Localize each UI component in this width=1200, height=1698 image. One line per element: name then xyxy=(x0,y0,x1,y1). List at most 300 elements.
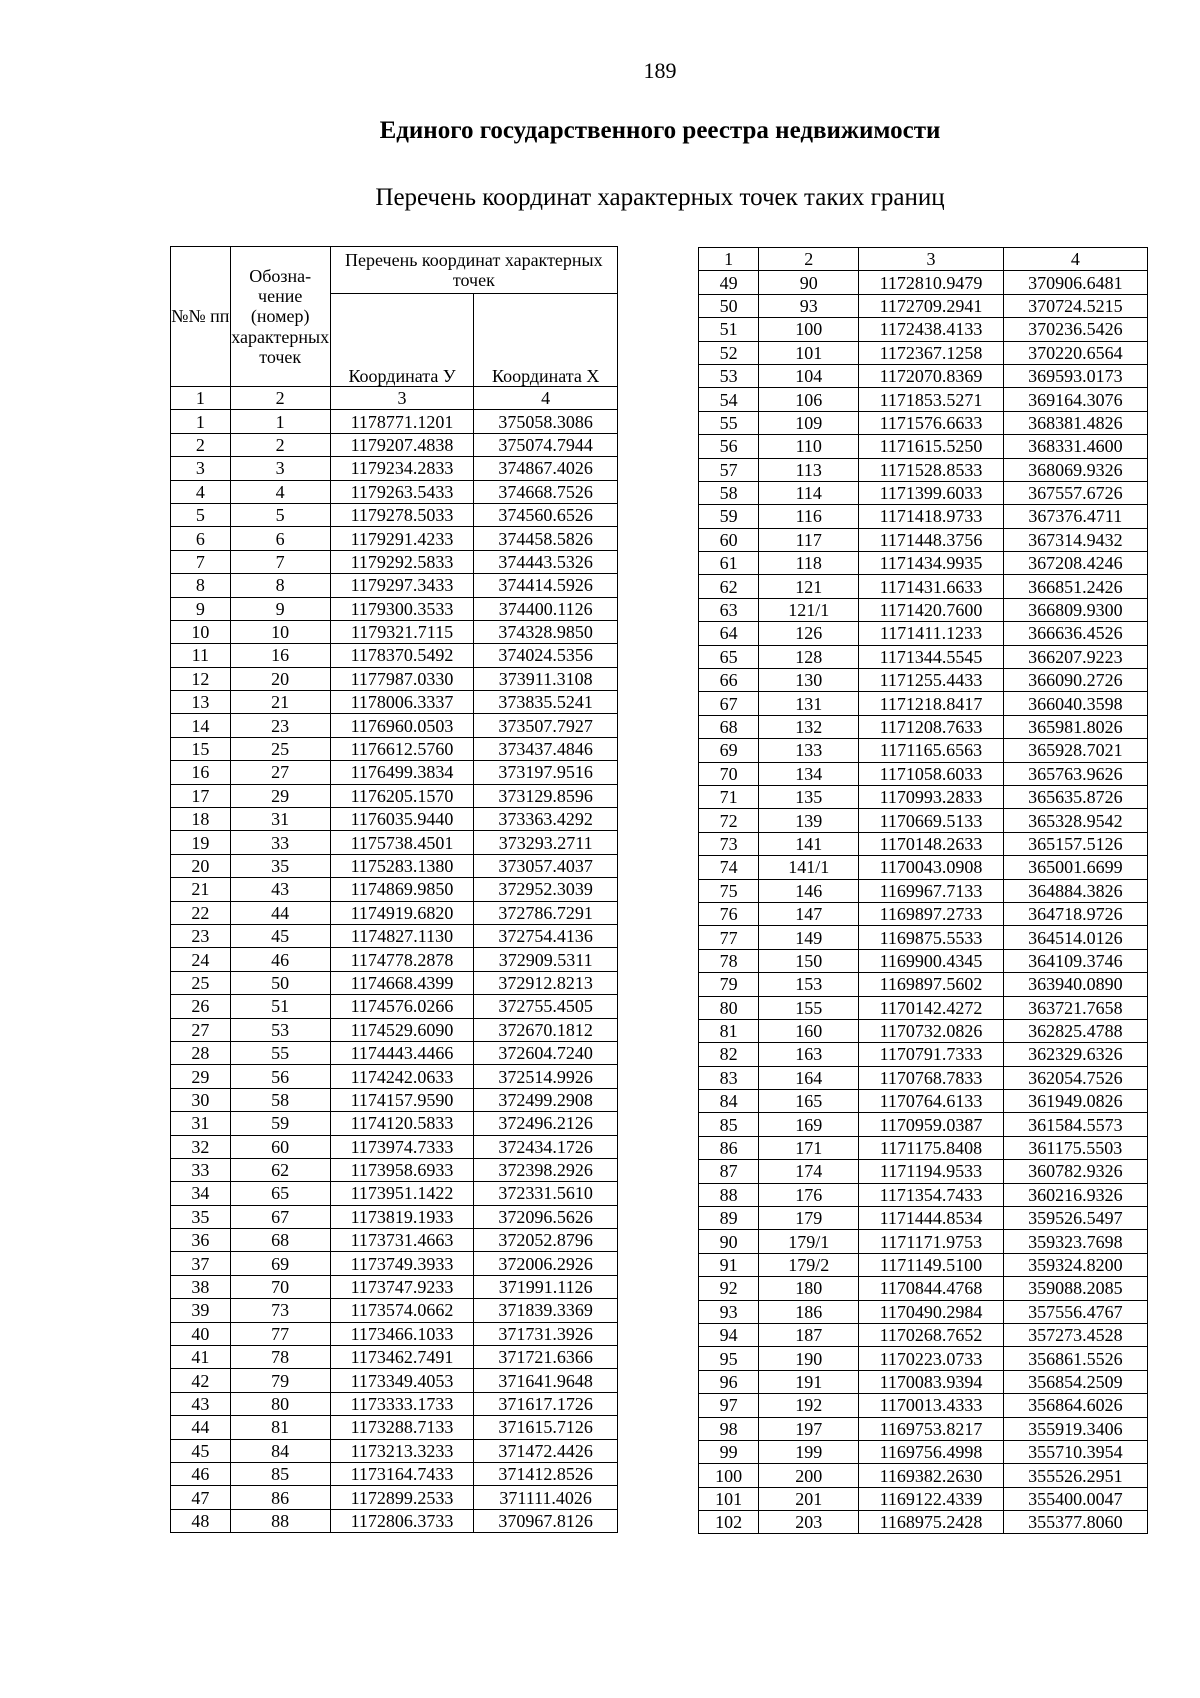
point-designation: 104 xyxy=(759,364,859,387)
table-row xyxy=(171,1486,618,1509)
point-designation: 85 xyxy=(230,1462,330,1485)
coordinate-y: 1171255.4433 xyxy=(859,669,1003,692)
point-designation: 147 xyxy=(759,902,859,925)
coordinate-y: 1171448.3756 xyxy=(859,528,1003,551)
row-number: 12 xyxy=(171,667,231,690)
row-number: 36 xyxy=(171,1229,231,1252)
table-row xyxy=(171,597,618,620)
table-row xyxy=(699,1113,1148,1136)
column-number: 3 xyxy=(859,248,1003,271)
table-row xyxy=(699,856,1148,879)
table-row xyxy=(699,341,1148,364)
coordinate-y: 1174242.0633 xyxy=(330,1065,474,1088)
coordinate-y: 1171208.7633 xyxy=(859,715,1003,738)
coordinate-x: 372952.3039 xyxy=(474,878,618,901)
coordinate-x: 374024.5356 xyxy=(474,644,618,667)
coordinate-y: 1170764.6133 xyxy=(859,1090,1003,1113)
point-designation: 80 xyxy=(230,1392,330,1415)
coordinate-y: 1173747.9233 xyxy=(330,1275,474,1298)
point-designation: 109 xyxy=(759,411,859,434)
table-row xyxy=(171,667,618,690)
coordinate-x: 372670.1812 xyxy=(474,1018,618,1041)
table-row xyxy=(171,1018,618,1041)
point-designation: 176 xyxy=(759,1183,859,1206)
table-row xyxy=(171,784,618,807)
table-row xyxy=(171,924,618,947)
table-row xyxy=(171,1088,618,1111)
point-designation: 163 xyxy=(759,1043,859,1066)
point-designation: 56 xyxy=(230,1065,330,1088)
point-designation: 118 xyxy=(759,552,859,575)
coordinate-y: 1173466.1033 xyxy=(330,1322,474,1345)
point-designation: 200 xyxy=(759,1464,859,1487)
right-table-body xyxy=(699,271,1148,1534)
coordinate-y: 1171528.8533 xyxy=(859,458,1003,481)
coordinate-x: 365635.8726 xyxy=(1003,785,1147,808)
row-number: 42 xyxy=(171,1369,231,1392)
table-row xyxy=(171,1439,618,1462)
table-row xyxy=(699,1440,1148,1463)
coordinate-y: 1169875.5533 xyxy=(859,926,1003,949)
coordinate-x: 374414.5926 xyxy=(474,574,618,597)
coordinate-x: 370236.5426 xyxy=(1003,318,1147,341)
coordinate-x: 357556.4767 xyxy=(1003,1300,1147,1323)
coordinate-x: 365981.8026 xyxy=(1003,715,1147,738)
row-number: 99 xyxy=(699,1440,759,1463)
table-row xyxy=(171,995,618,1018)
point-designation: 139 xyxy=(759,809,859,832)
row-number: 66 xyxy=(699,669,759,692)
coordinate-x: 367376.4711 xyxy=(1003,505,1147,528)
coordinate-x: 371412.8526 xyxy=(474,1462,618,1485)
coordinate-x: 370724.5215 xyxy=(1003,294,1147,317)
coordinate-x: 372604.7240 xyxy=(474,1041,618,1064)
coordinate-y: 1174778.2878 xyxy=(330,948,474,971)
point-designation: 106 xyxy=(759,388,859,411)
point-designation: 131 xyxy=(759,692,859,715)
coordinate-y: 1172709.2941 xyxy=(859,294,1003,317)
coordinate-y: 1169122.4339 xyxy=(859,1487,1003,1510)
table-row xyxy=(699,785,1148,808)
point-designation: 2 xyxy=(230,433,330,456)
coordinate-x: 363721.7658 xyxy=(1003,996,1147,1019)
column-number: 4 xyxy=(1003,248,1147,271)
table-row xyxy=(699,1207,1148,1230)
table-row xyxy=(171,901,618,924)
coordinate-x: 363940.0890 xyxy=(1003,973,1147,996)
table-row xyxy=(699,1323,1148,1346)
coordinate-x: 375058.3086 xyxy=(474,410,618,433)
coordinate-x: 372496.2126 xyxy=(474,1112,618,1135)
column-number: 2 xyxy=(230,387,330,410)
point-designation: 165 xyxy=(759,1090,859,1113)
coordinate-x: 366207.9223 xyxy=(1003,645,1147,668)
row-number: 21 xyxy=(171,878,231,901)
coordinate-y: 1174827.1130 xyxy=(330,924,474,947)
coordinate-x: 372096.5626 xyxy=(474,1205,618,1228)
coordinate-x: 371615.7126 xyxy=(474,1416,618,1439)
table-row xyxy=(171,1509,618,1532)
point-designation: 155 xyxy=(759,996,859,1019)
row-number: 93 xyxy=(699,1300,759,1323)
coordinate-x: 373129.8596 xyxy=(474,784,618,807)
coordinate-y: 1172438.4133 xyxy=(859,318,1003,341)
coordinate-y: 1174668.4399 xyxy=(330,971,474,994)
row-number: 90 xyxy=(699,1230,759,1253)
coordinate-y: 1173164.7433 xyxy=(330,1462,474,1485)
coordinate-x: 372052.8796 xyxy=(474,1229,618,1252)
row-number: 2 xyxy=(171,433,231,456)
coordinate-y: 1170959.0387 xyxy=(859,1113,1003,1136)
coordinate-y: 1171354.7433 xyxy=(859,1183,1003,1206)
table-row xyxy=(171,691,618,714)
point-designation: 84 xyxy=(230,1439,330,1462)
row-number: 72 xyxy=(699,809,759,832)
row-number: 87 xyxy=(699,1160,759,1183)
table-row xyxy=(699,1019,1148,1042)
coordinate-x: 373507.7927 xyxy=(474,714,618,737)
point-designation: 23 xyxy=(230,714,330,737)
row-number: 11 xyxy=(171,644,231,667)
coordinate-y: 1170142.4272 xyxy=(859,996,1003,1019)
table-row xyxy=(171,1369,618,1392)
point-designation: 43 xyxy=(230,878,330,901)
coordinate-x: 373437.4846 xyxy=(474,737,618,760)
coordinate-y: 1170791.7333 xyxy=(859,1043,1003,1066)
coordinate-y: 1171218.8417 xyxy=(859,692,1003,715)
point-designation: 31 xyxy=(230,808,330,831)
coordinate-y: 1175738.4501 xyxy=(330,831,474,854)
coordinate-y: 1178006.3337 xyxy=(330,691,474,714)
coordinate-x: 366636.4526 xyxy=(1003,622,1147,645)
table-row xyxy=(699,1183,1148,1206)
point-designation: 126 xyxy=(759,622,859,645)
row-number: 41 xyxy=(171,1346,231,1369)
coordinate-x: 362825.4788 xyxy=(1003,1019,1147,1042)
table-row xyxy=(699,669,1148,692)
row-number: 95 xyxy=(699,1347,759,1370)
coordinate-y: 1170732.0826 xyxy=(859,1019,1003,1042)
point-designation: 21 xyxy=(230,691,330,714)
table-row xyxy=(171,1065,618,1088)
point-designation: 174 xyxy=(759,1160,859,1183)
table-row xyxy=(171,1462,618,1485)
row-number: 49 xyxy=(699,271,759,294)
table-row xyxy=(171,831,618,854)
row-number: 1 xyxy=(171,410,231,433)
table-row xyxy=(699,1230,1148,1253)
row-number: 56 xyxy=(699,435,759,458)
coordinate-y: 1174869.9850 xyxy=(330,878,474,901)
row-number: 68 xyxy=(699,715,759,738)
column-number: 1 xyxy=(699,248,759,271)
row-number: 58 xyxy=(699,481,759,504)
coordinate-x: 369164.3076 xyxy=(1003,388,1147,411)
coordinate-x: 371617.1726 xyxy=(474,1392,618,1415)
coordinate-y: 1172899.2533 xyxy=(330,1486,474,1509)
point-designation: 201 xyxy=(759,1487,859,1510)
coordinate-y: 1175283.1380 xyxy=(330,854,474,877)
table-row xyxy=(171,550,618,573)
row-number: 74 xyxy=(699,856,759,879)
row-number: 55 xyxy=(699,411,759,434)
coordinate-y: 1170768.7833 xyxy=(859,1066,1003,1089)
row-number: 13 xyxy=(171,691,231,714)
table-row xyxy=(699,1394,1148,1417)
coordinate-x: 368069.9326 xyxy=(1003,458,1147,481)
row-number: 94 xyxy=(699,1323,759,1346)
coordinate-x: 359088.2085 xyxy=(1003,1277,1147,1300)
coordinate-x: 366090.2726 xyxy=(1003,669,1147,692)
point-designation: 20 xyxy=(230,667,330,690)
row-number: 84 xyxy=(699,1090,759,1113)
table-row xyxy=(171,1182,618,1205)
row-number: 4 xyxy=(171,480,231,503)
row-number: 78 xyxy=(699,949,759,972)
coordinate-y: 1176035.9440 xyxy=(330,808,474,831)
coordinate-y: 1179297.3433 xyxy=(330,574,474,597)
point-designation: 5 xyxy=(230,503,330,526)
coordinate-x: 374668.7526 xyxy=(474,480,618,503)
row-number: 10 xyxy=(171,620,231,643)
row-number: 9 xyxy=(171,597,231,620)
coordinate-y: 1171194.9533 xyxy=(859,1160,1003,1183)
table-row xyxy=(699,318,1148,341)
coordinate-y: 1171149.5100 xyxy=(859,1253,1003,1276)
table-row xyxy=(699,1487,1148,1510)
row-number: 27 xyxy=(171,1018,231,1041)
row-number: 77 xyxy=(699,926,759,949)
table-row xyxy=(699,1277,1148,1300)
coordinate-y: 1173749.3933 xyxy=(330,1252,474,1275)
table-row xyxy=(699,1253,1148,1276)
coordinate-y: 1176499.3834 xyxy=(330,761,474,784)
point-designation: 135 xyxy=(759,785,859,808)
point-designation: 160 xyxy=(759,1019,859,1042)
row-number: 92 xyxy=(699,1277,759,1300)
table-row xyxy=(171,1392,618,1415)
point-designation: 134 xyxy=(759,762,859,785)
coordinate-x: 374458.5826 xyxy=(474,527,618,550)
point-designation: 8 xyxy=(230,574,330,597)
point-designation: 59 xyxy=(230,1112,330,1135)
coordinate-y: 1171058.6033 xyxy=(859,762,1003,785)
coordinate-x: 373293.2711 xyxy=(474,831,618,854)
coordinate-x: 373363.4292 xyxy=(474,808,618,831)
coordinate-y: 1174919.6820 xyxy=(330,901,474,924)
coordinate-y: 1179263.5433 xyxy=(330,480,474,503)
point-designation: 128 xyxy=(759,645,859,668)
coordinate-y: 1170148.2633 xyxy=(859,832,1003,855)
table-row xyxy=(171,1299,618,1322)
coordinate-x: 355710.3954 xyxy=(1003,1440,1147,1463)
row-number: 23 xyxy=(171,924,231,947)
coordinate-x: 372499.2908 xyxy=(474,1088,618,1111)
coordinate-y: 1173213.3233 xyxy=(330,1439,474,1462)
point-designation: 141/1 xyxy=(759,856,859,879)
coordinate-y: 1170490.2984 xyxy=(859,1300,1003,1323)
coordinate-y: 1179234.2833 xyxy=(330,457,474,480)
table-row xyxy=(699,1417,1148,1440)
row-number: 100 xyxy=(699,1464,759,1487)
coordinate-y: 1169756.4998 xyxy=(859,1440,1003,1463)
table-row xyxy=(171,878,618,901)
coordinate-x: 372754.4136 xyxy=(474,924,618,947)
coordinate-y: 1171420.7600 xyxy=(859,598,1003,621)
row-number: 81 xyxy=(699,1019,759,1042)
point-designation: 133 xyxy=(759,739,859,762)
coordinate-x: 370967.8126 xyxy=(474,1509,618,1532)
row-number: 88 xyxy=(699,1183,759,1206)
coordinate-x: 361949.0826 xyxy=(1003,1090,1147,1113)
row-number: 70 xyxy=(699,762,759,785)
coordinate-y: 1172367.1258 xyxy=(859,341,1003,364)
table-row xyxy=(171,574,618,597)
row-number: 16 xyxy=(171,761,231,784)
table-row xyxy=(699,645,1148,668)
coordinate-y: 1171171.9753 xyxy=(859,1230,1003,1253)
point-designation: 78 xyxy=(230,1346,330,1369)
coordinate-x: 365157.5126 xyxy=(1003,832,1147,855)
point-designation: 62 xyxy=(230,1158,330,1181)
table-row xyxy=(699,832,1148,855)
table-row xyxy=(171,457,618,480)
table-row xyxy=(699,879,1148,902)
column-number-row xyxy=(699,248,1148,271)
coordinate-x: 367557.6726 xyxy=(1003,481,1147,504)
row-number: 22 xyxy=(171,901,231,924)
row-number: 39 xyxy=(171,1299,231,1322)
table-row xyxy=(171,808,618,831)
coordinate-y: 1171344.5545 xyxy=(859,645,1003,668)
row-number: 20 xyxy=(171,854,231,877)
table-row xyxy=(699,1300,1148,1323)
row-number: 62 xyxy=(699,575,759,598)
row-number: 15 xyxy=(171,737,231,760)
coordinate-y: 1170013.4333 xyxy=(859,1394,1003,1417)
row-number: 67 xyxy=(699,692,759,715)
row-number: 38 xyxy=(171,1275,231,1298)
point-designation: 67 xyxy=(230,1205,330,1228)
row-number: 52 xyxy=(699,341,759,364)
coordinate-x: 371111.4026 xyxy=(474,1486,618,1509)
table-row xyxy=(699,364,1148,387)
coordinate-x: 373835.5241 xyxy=(474,691,618,714)
coordinate-y: 1169897.5602 xyxy=(859,973,1003,996)
coordinate-x: 374328.9850 xyxy=(474,620,618,643)
coordinate-x: 373911.3108 xyxy=(474,667,618,690)
row-number: 47 xyxy=(171,1486,231,1509)
coordinate-x: 365928.7021 xyxy=(1003,739,1147,762)
row-number: 64 xyxy=(699,622,759,645)
row-number: 63 xyxy=(699,598,759,621)
point-designation: 65 xyxy=(230,1182,330,1205)
row-number: 32 xyxy=(171,1135,231,1158)
point-designation: 33 xyxy=(230,831,330,854)
table-row xyxy=(171,480,618,503)
coordinate-y: 1179278.5033 xyxy=(330,503,474,526)
coordinate-y: 1169382.2630 xyxy=(859,1464,1003,1487)
coordinate-y: 1170043.0908 xyxy=(859,856,1003,879)
table-row xyxy=(699,692,1148,715)
point-designation: 110 xyxy=(759,435,859,458)
coordinate-x: 364718.9726 xyxy=(1003,902,1147,925)
coordinate-x: 359323.7698 xyxy=(1003,1230,1147,1253)
table-row xyxy=(171,1252,618,1275)
table-row xyxy=(171,1275,618,1298)
point-designation: 179 xyxy=(759,1207,859,1230)
coordinate-x: 373197.9516 xyxy=(474,761,618,784)
row-number: 50 xyxy=(699,294,759,317)
coordinate-y: 1170083.9394 xyxy=(859,1370,1003,1393)
point-designation: 100 xyxy=(759,318,859,341)
table-row xyxy=(699,294,1148,317)
coordinate-y: 1169753.8217 xyxy=(859,1417,1003,1440)
table-row xyxy=(171,433,618,456)
row-number: 8 xyxy=(171,574,231,597)
table-row xyxy=(171,1112,618,1135)
row-number: 85 xyxy=(699,1113,759,1136)
row-number: 71 xyxy=(699,785,759,808)
row-number: 31 xyxy=(171,1112,231,1135)
coordinate-y: 1178771.1201 xyxy=(330,410,474,433)
column-number: 3 xyxy=(330,387,474,410)
point-designation: 179/2 xyxy=(759,1253,859,1276)
row-number: 51 xyxy=(699,318,759,341)
coordinate-x: 366040.3598 xyxy=(1003,692,1147,715)
coordinate-y: 1179292.5833 xyxy=(330,550,474,573)
coordinate-y: 1172806.3733 xyxy=(330,1509,474,1532)
point-designation: 6 xyxy=(230,527,330,550)
row-number: 96 xyxy=(699,1370,759,1393)
table-row xyxy=(699,505,1148,528)
coordinate-x: 367208.4246 xyxy=(1003,552,1147,575)
row-number: 57 xyxy=(699,458,759,481)
coordinate-x: 368381.4826 xyxy=(1003,411,1147,434)
table-row xyxy=(699,809,1148,832)
coordinate-y: 1171444.8534 xyxy=(859,1207,1003,1230)
header-coordinates-group: Перечень координат характерных точек xyxy=(330,247,617,294)
table-row xyxy=(699,762,1148,785)
table-row xyxy=(699,973,1148,996)
coordinate-y: 1174120.5833 xyxy=(330,1112,474,1135)
coordinate-y: 1170844.4768 xyxy=(859,1277,1003,1300)
coordinate-x: 371472.4426 xyxy=(474,1439,618,1462)
row-number: 44 xyxy=(171,1416,231,1439)
row-number: 48 xyxy=(171,1509,231,1532)
row-number: 24 xyxy=(171,948,231,971)
point-designation: 149 xyxy=(759,926,859,949)
table-row xyxy=(171,761,618,784)
point-designation: 68 xyxy=(230,1229,330,1252)
coordinate-y: 1173731.4663 xyxy=(330,1229,474,1252)
coordinate-y: 1171615.5250 xyxy=(859,435,1003,458)
header-point-designation: Обозна-чение (номер) характерных точек xyxy=(230,247,330,387)
point-designation: 171 xyxy=(759,1136,859,1159)
row-number: 97 xyxy=(699,1394,759,1417)
table-row xyxy=(171,1322,618,1345)
table-row xyxy=(699,1160,1148,1183)
point-designation: 44 xyxy=(230,901,330,924)
coordinate-x: 359526.5497 xyxy=(1003,1207,1147,1230)
row-number: 7 xyxy=(171,550,231,573)
point-designation: 101 xyxy=(759,341,859,364)
row-number: 35 xyxy=(171,1205,231,1228)
coordinate-x: 372006.2926 xyxy=(474,1252,618,1275)
row-number: 101 xyxy=(699,1487,759,1510)
point-designation: 146 xyxy=(759,879,859,902)
coordinate-y: 1171175.8408 xyxy=(859,1136,1003,1159)
